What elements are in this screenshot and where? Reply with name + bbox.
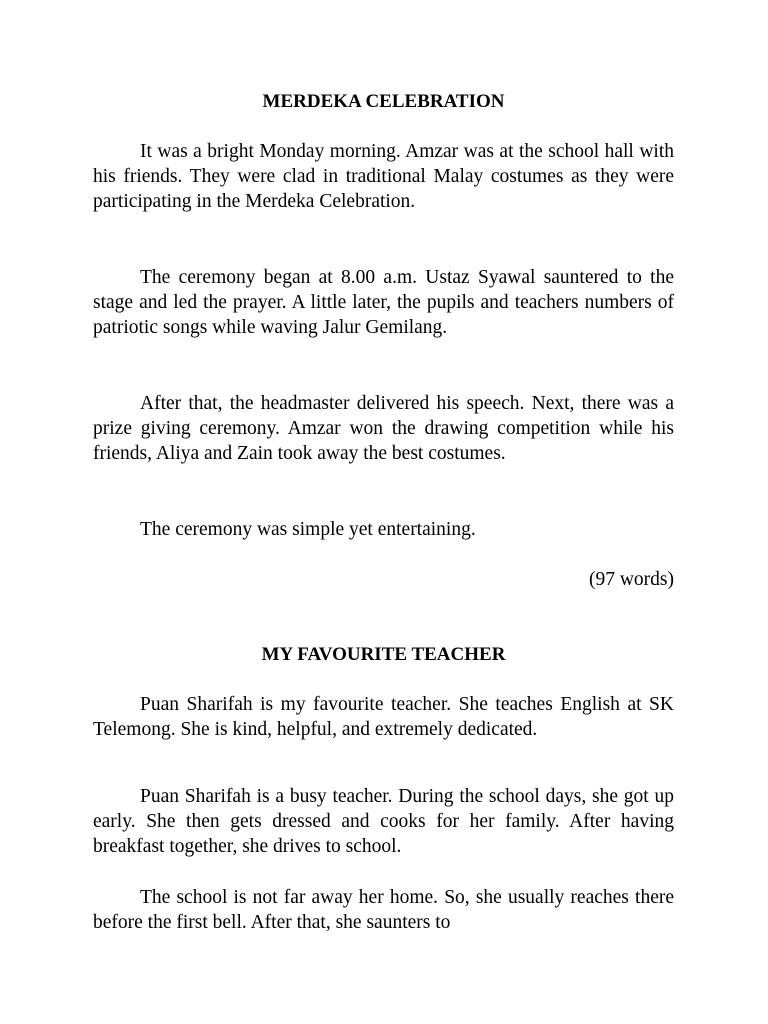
essay-1-paragraph-2: The ceremony began at 8.00 a.m. Ustaz Syawal sauntered to the stage and led the prayer. A little later, the pupils and teachers numbers of patriotic songs while waving Jalur Gemilang.	[93, 267, 674, 338]
essay-1-paragraph-4: The ceremony was simple yet entertaining.	[140, 519, 476, 540]
essay-2-paragraph-2: Puan Sharifah is a busy teacher. During the school days, she got up early. She then gets dressed and cooks for her family. After having breakfast together, she drives to school.	[93, 786, 674, 857]
essay-title-my-favourite-teacher: MY FAVOURITE TEACHER	[261, 644, 506, 665]
essay-1-paragraph-3: After that, the headmaster delivered his speech. Next, there was a prize giving ceremony. Amzar won the drawing competition while his friends, Aliya and Zain took away the best costumes.	[93, 393, 674, 464]
essay-title-merdeka-celebration: MERDEKA CELEBRATION	[262, 91, 505, 112]
essay-1-paragraph-1: It was a bright Monday morning. Amzar was at the school hall with his friends. They were clad in traditional Malay costumes as they were participating in the Merdeka Celebration.	[93, 141, 674, 212]
word-count: (97 words)	[588, 569, 674, 590]
essay-2-paragraph-1: Puan Sharifah is my favourite teacher. She teaches English at SK Telemong. She is kind, helpful, and extremely dedicated.	[93, 694, 674, 740]
essay-2-paragraph-3: The school is not far away her home. So, she usually reaches there before the first bell. After that, she saunters to	[93, 887, 674, 933]
